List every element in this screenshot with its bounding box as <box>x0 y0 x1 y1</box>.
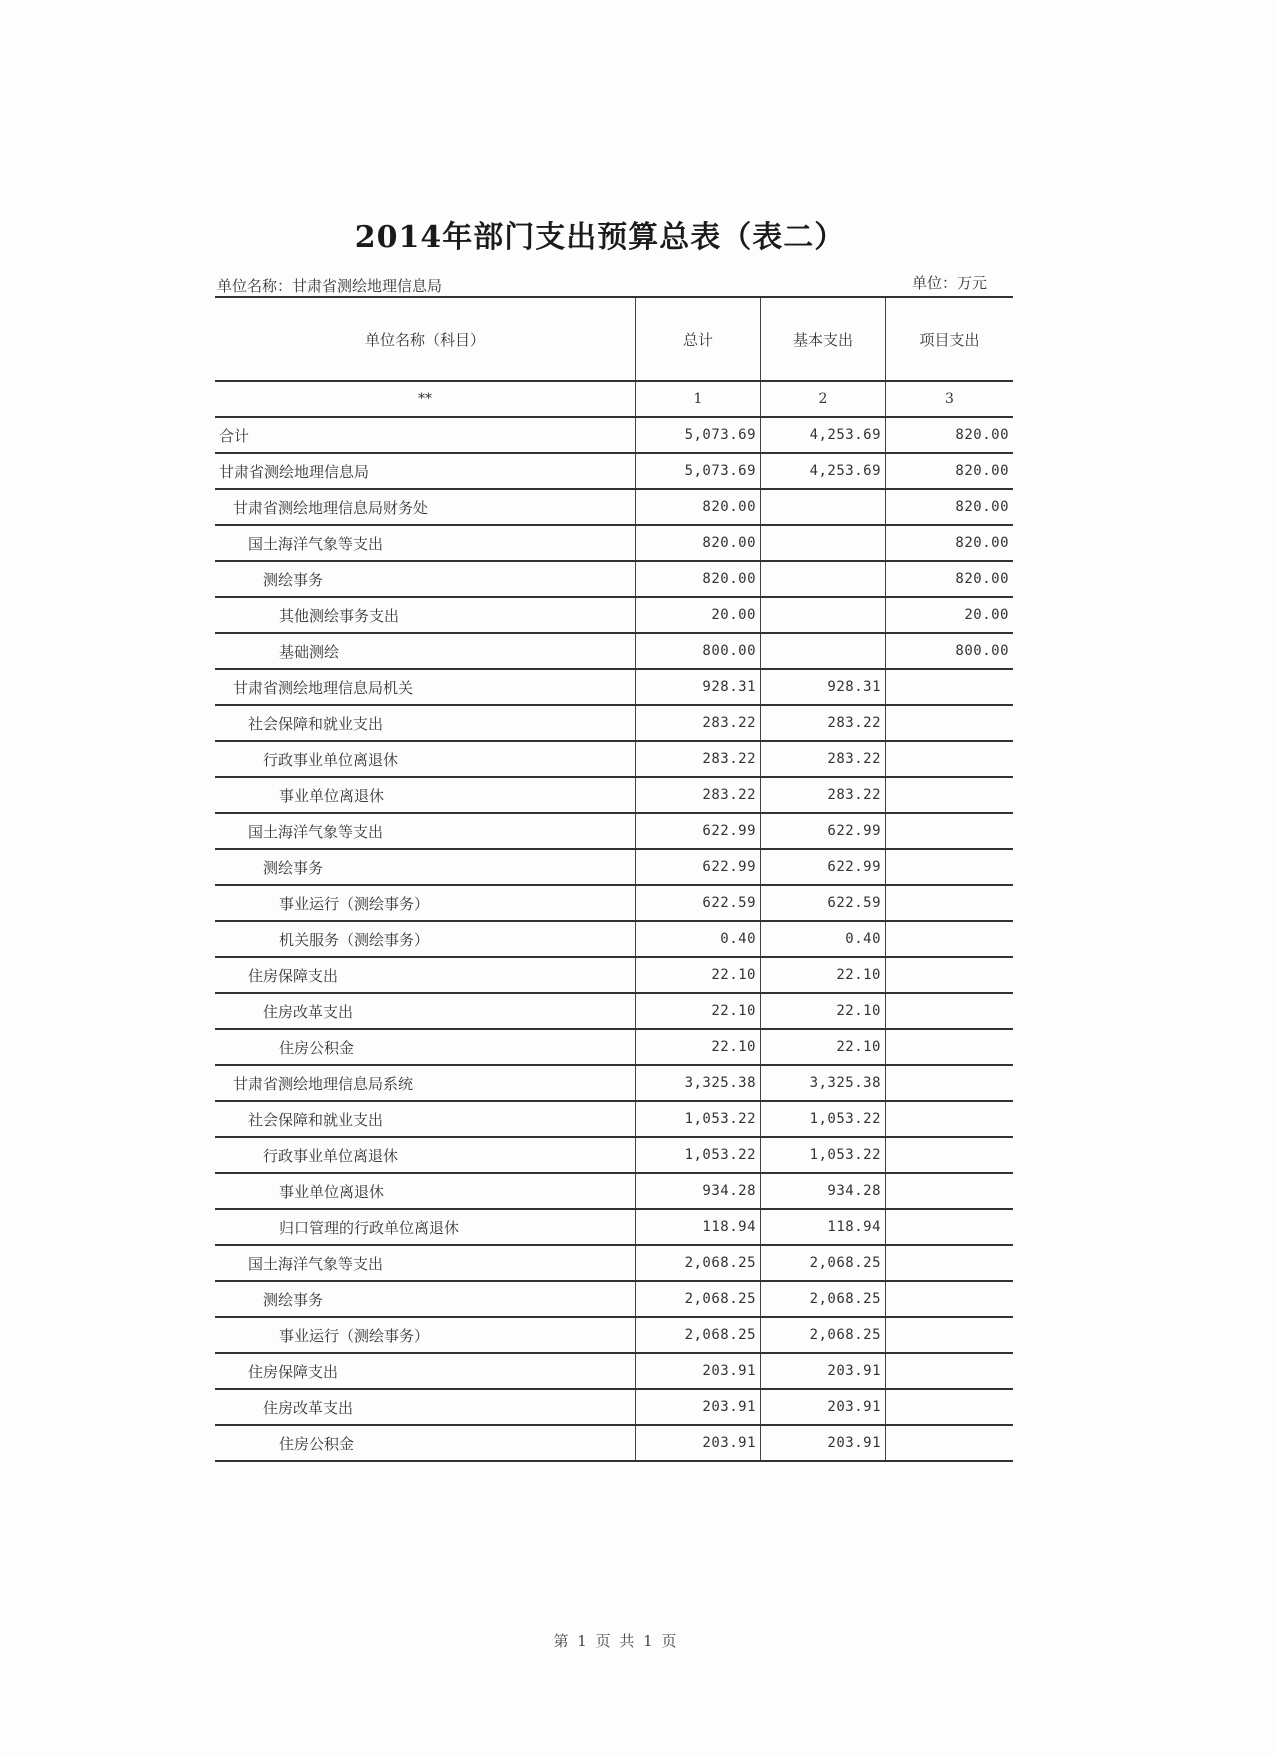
row-project <box>885 1246 1013 1280</box>
row-name: 基础测绘 <box>279 642 340 661</box>
table-row <box>215 814 1013 850</box>
row-total: 20.00 <box>635 598 760 632</box>
row-name: 事业单位离退休 <box>279 786 385 805</box>
header-name: 单位名称（科目） <box>364 330 485 349</box>
row-project <box>885 1282 1013 1316</box>
unit-label: 单位：万元 <box>912 274 988 292</box>
row-basic: 203.91 <box>760 1426 885 1460</box>
row-project <box>885 922 1013 956</box>
index-row <box>215 382 1013 418</box>
row-project <box>885 1210 1013 1244</box>
row-basic: 4,253.69 <box>760 418 885 452</box>
row-basic: 283.22 <box>760 706 885 740</box>
row-basic: 22.10 <box>760 958 885 992</box>
row-project: 820.00 <box>885 454 1013 488</box>
unit-name-label: 单位名称：甘肃省测绘地理信息局 <box>217 277 443 295</box>
row-name: 住房公积金 <box>279 1434 355 1453</box>
row-name: 甘肃省测绘地理信息局财务处 <box>233 498 429 517</box>
table-row <box>215 778 1013 814</box>
row-project <box>885 706 1013 740</box>
row-project <box>885 1426 1013 1460</box>
row-total: 2,068.25 <box>635 1246 760 1280</box>
row-basic: 283.22 <box>760 742 885 776</box>
row-basic <box>760 562 885 596</box>
row-total: 1,053.22 <box>635 1102 760 1136</box>
header-total: 总计 <box>635 298 760 380</box>
table-header <box>215 296 1013 382</box>
table-row <box>215 1210 1013 1246</box>
row-name: 事业运行（测绘事务） <box>279 1326 430 1345</box>
row-basic: 2,068.25 <box>760 1318 885 1352</box>
row-basic: 22.10 <box>760 1030 885 1064</box>
table-row <box>215 1426 1013 1462</box>
budget-table <box>215 296 1013 1462</box>
row-total: 5,073.69 <box>635 418 760 452</box>
row-total: 1,053.22 <box>635 1138 760 1172</box>
row-total: 928.31 <box>635 670 760 704</box>
row-name: 社会保障和就业支出 <box>248 1110 384 1129</box>
row-total: 5,073.69 <box>635 454 760 488</box>
table-row <box>215 1354 1013 1390</box>
row-basic: 283.22 <box>760 778 885 812</box>
row-name: 行政事业单位离退休 <box>263 1146 399 1165</box>
table-row <box>215 1030 1013 1066</box>
header-project: 项目支出 <box>885 298 1013 380</box>
row-project <box>885 814 1013 848</box>
row-name: 甘肃省测绘地理信息局 <box>219 462 370 481</box>
header-basic: 基本支出 <box>760 298 885 380</box>
index-total: 1 <box>635 382 760 416</box>
row-basic <box>760 490 885 524</box>
row-basic: 22.10 <box>760 994 885 1028</box>
row-project <box>885 778 1013 812</box>
table-row <box>215 886 1013 922</box>
index-name: ** <box>418 391 432 407</box>
index-basic: 2 <box>760 382 885 416</box>
row-project <box>885 1138 1013 1172</box>
row-project: 800.00 <box>885 634 1013 668</box>
table-row <box>215 850 1013 886</box>
page-footer: 第 1 页 共 1 页 <box>553 1632 677 1650</box>
table-row <box>215 742 1013 778</box>
index-project: 3 <box>885 382 1013 416</box>
table-row <box>215 634 1013 670</box>
row-total: 622.59 <box>635 886 760 920</box>
row-total: 820.00 <box>635 490 760 524</box>
row-name: 行政事业单位离退休 <box>263 750 399 769</box>
row-name: 事业运行（测绘事务） <box>279 894 430 913</box>
row-project <box>885 1066 1013 1100</box>
row-project <box>885 850 1013 884</box>
row-total: 283.22 <box>635 742 760 776</box>
row-project <box>885 1318 1013 1352</box>
row-name: 测绘事务 <box>263 1290 324 1309</box>
table-body <box>215 418 1013 1462</box>
row-project: 820.00 <box>885 562 1013 596</box>
row-name: 国土海洋气象等支出 <box>248 534 384 553</box>
table-row <box>215 1282 1013 1318</box>
row-total: 203.91 <box>635 1390 760 1424</box>
row-basic: 118.94 <box>760 1210 885 1244</box>
table-row <box>215 526 1013 562</box>
row-basic: 1,053.22 <box>760 1138 885 1172</box>
row-project <box>885 1354 1013 1388</box>
row-name: 住房改革支出 <box>263 1398 354 1417</box>
table-row <box>215 706 1013 742</box>
row-total: 820.00 <box>635 526 760 560</box>
row-project <box>885 994 1013 1028</box>
row-total: 800.00 <box>635 634 760 668</box>
row-basic <box>760 526 885 560</box>
table-row <box>215 1174 1013 1210</box>
row-basic: 928.31 <box>760 670 885 704</box>
table-row <box>215 1138 1013 1174</box>
row-total: 22.10 <box>635 958 760 992</box>
row-name: 事业单位离退休 <box>279 1182 385 1201</box>
table-row <box>215 562 1013 598</box>
row-basic <box>760 634 885 668</box>
row-total: 22.10 <box>635 1030 760 1064</box>
row-project <box>885 886 1013 920</box>
table-row <box>215 1066 1013 1102</box>
table-row <box>215 1246 1013 1282</box>
row-total: 203.91 <box>635 1354 760 1388</box>
row-basic: 4,253.69 <box>760 454 885 488</box>
row-basic: 0.40 <box>760 922 885 956</box>
row-name: 国土海洋气象等支出 <box>248 822 384 841</box>
table-row <box>215 1390 1013 1426</box>
table-row <box>215 958 1013 994</box>
row-name: 住房公积金 <box>279 1038 355 1057</box>
row-name: 住房保障支出 <box>248 1362 339 1381</box>
row-total: 22.10 <box>635 994 760 1028</box>
table-row <box>215 1318 1013 1354</box>
row-basic <box>760 598 885 632</box>
row-total: 0.40 <box>635 922 760 956</box>
table-row <box>215 670 1013 706</box>
row-total: 203.91 <box>635 1426 760 1460</box>
row-project <box>885 742 1013 776</box>
row-total: 934.28 <box>635 1174 760 1208</box>
row-project <box>885 670 1013 704</box>
row-total: 283.22 <box>635 778 760 812</box>
row-name: 机关服务（测绘事务） <box>279 930 430 949</box>
row-name: 住房保障支出 <box>248 966 339 985</box>
row-total: 118.94 <box>635 1210 760 1244</box>
row-project: 820.00 <box>885 490 1013 524</box>
row-basic: 934.28 <box>760 1174 885 1208</box>
row-basic: 203.91 <box>760 1354 885 1388</box>
row-project: 820.00 <box>885 526 1013 560</box>
row-basic: 3,325.38 <box>760 1066 885 1100</box>
table-row <box>215 994 1013 1030</box>
row-project: 20.00 <box>885 598 1013 632</box>
table-row <box>215 418 1013 454</box>
row-name: 测绘事务 <box>263 570 324 589</box>
row-project <box>885 1102 1013 1136</box>
row-project <box>885 1030 1013 1064</box>
row-total: 622.99 <box>635 850 760 884</box>
row-basic: 1,053.22 <box>760 1102 885 1136</box>
row-project <box>885 1390 1013 1424</box>
row-project: 820.00 <box>885 418 1013 452</box>
row-basic: 622.99 <box>760 814 885 848</box>
row-project <box>885 1174 1013 1208</box>
row-total: 3,325.38 <box>635 1066 760 1100</box>
row-total: 820.00 <box>635 562 760 596</box>
row-basic: 203.91 <box>760 1390 885 1424</box>
row-name: 社会保障和就业支出 <box>248 714 384 733</box>
row-total: 283.22 <box>635 706 760 740</box>
row-name: 甘肃省测绘地理信息局系统 <box>233 1074 414 1093</box>
row-total: 2,068.25 <box>635 1282 760 1316</box>
row-name: 住房改革支出 <box>263 1002 354 1021</box>
row-basic: 2,068.25 <box>760 1246 885 1280</box>
row-name: 国土海洋气象等支出 <box>248 1254 384 1273</box>
table-row <box>215 598 1013 634</box>
row-name: 其他测绘事务支出 <box>279 606 400 625</box>
row-name: 测绘事务 <box>263 858 324 877</box>
table-row <box>215 1102 1013 1138</box>
table-row <box>215 490 1013 526</box>
row-name: 合计 <box>219 426 250 445</box>
row-name: 归口管理的行政单位离退休 <box>279 1218 460 1237</box>
table-row <box>215 922 1013 958</box>
row-total: 2,068.25 <box>635 1318 760 1352</box>
page-title: 2014年部门支出预算总表（表二） <box>354 220 846 255</box>
table-row <box>215 454 1013 490</box>
row-basic: 2,068.25 <box>760 1282 885 1316</box>
row-name: 甘肃省测绘地理信息局机关 <box>233 678 414 697</box>
row-basic: 622.99 <box>760 850 885 884</box>
row-total: 622.99 <box>635 814 760 848</box>
row-basic: 622.59 <box>760 886 885 920</box>
row-project <box>885 958 1013 992</box>
